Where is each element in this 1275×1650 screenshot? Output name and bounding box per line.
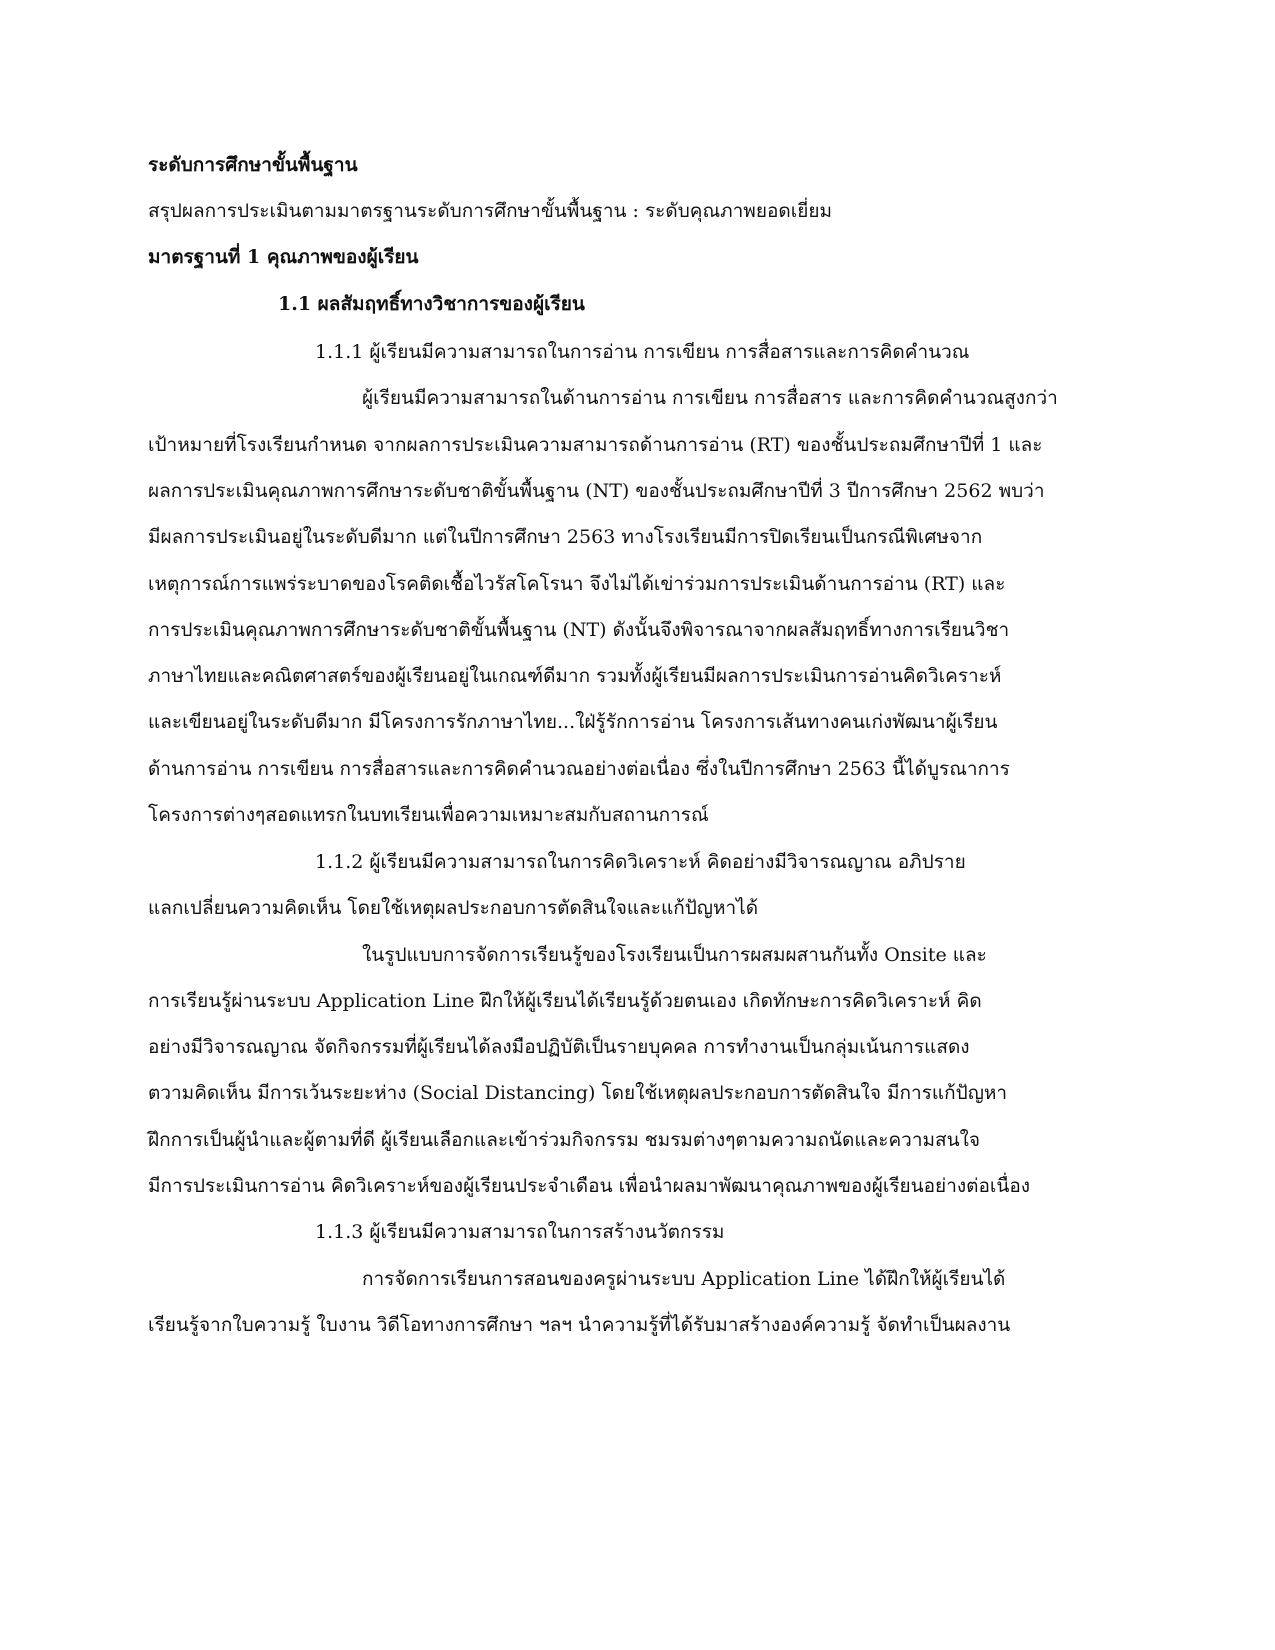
paragraph-line: อย่างมีวิจารณญาณ จัดกิจกรรมที่ผู้เรียนได้ลงมือปฏิบัติเป็นรายบุคคล การทำงานเป็นกลุ่มเน้นการแสดง [148, 1036, 970, 1058]
paragraph-line: โครงการต่างๆสอดแทรกในบทเรียนเพื่อความเหมาะสมกับสถานการณ์ [148, 804, 709, 826]
paragraph-line: เหตุการณ์การแพร่ระบาดของโรคติดเชื้อไวรัสโคโรนา จึงไม่ได้เข่าร่วมการประเมินด้านการอ่าน (RT) และ [148, 573, 1006, 595]
item-heading-1-1-2-cont: แลกเปลี่ยนความคิดเห็น โดยใช้เหตุผลประกอบการตัดสินใจและแก้ปัญหาได้ [148, 897, 759, 919]
paragraph-line: มีการประเมินการอ่าน คิดวิเคราะห์ของผู้เรียนประจำเดือน เพื่อนำผลมาพัฒนาคุณภาพของผู้เรียนอย่างต่อเนื่อง [148, 1175, 1031, 1197]
paragraph-line: ภาษาไทยและคณิตศาสตร์ของผู้เรียนอยู่ในเกณฑ์ดีมาก รวมทั้งผู้เรียนมีผลการประเมินการอ่านคิดวิเคราะห์ [148, 665, 1002, 687]
paragraph-line: เรียนรู้จากใบความรู้ ใบงาน วิดีโอทางการศึกษา ฯลฯ นำความรู้ที่ได้รับมาสร้างองค์ความรู้ จัดทำเป็นผลงาน [148, 1314, 1011, 1336]
item-heading-1-1-3: 1.1.3 ผู้เรียนมีความสามารถในการสร้างนวัตกรรม [315, 1221, 725, 1243]
item-heading-1-1-1: 1.1.1 ผู้เรียนมีความสามารถในการอ่าน การเขียน การสื่อสารและการคิดคำนวณ [315, 341, 970, 363]
assessment-summary: สรุปผลการประเมินตามมาตรฐานระดับการศึกษาขั้นพื้นฐาน : ระดับคุณภาพยอดเยี่ยม [148, 200, 832, 222]
paragraph-line: และเขียนอยู่ในระดับดีมาก มีโครงการรักภาษาไทย...ใฝ่รู้รักการอ่าน โครงการเส้นทางคนเก่งพัฒนาผู้เรียน [148, 711, 998, 733]
paragraph-line: เป้าหมายที่โรงเรียนกำหนด จากผลการประเมินความสามารถด้านการอ่าน (RT) ของชั้นประถมศึกษาปีที่ 1 และ [148, 434, 1043, 456]
paragraph-line: การจัดการเรียนการสอนของครูผ่านระบบ Application Line ได้ฝึกให้ผู้เรียนได้ [362, 1268, 1006, 1290]
paragraph-line: การประเมินคุณภาพการศึกษาระดับชาติขั้นพื้นฐาน (NT) ดังนั้นจึงพิจารณาจากผลสัมฤทธิ์ทางการเรียนวิชา [148, 619, 1010, 641]
paragraph-line: มีผลการประเมินอยู่ในระดับดีมาก แต่ในปีการศึกษา 2563 ทางโรงเรียนมีการปิดเรียนเป็นกรณีพิเศษจาก [148, 526, 983, 548]
item-heading-1-1-2: 1.1.2 ผู้เรียนมีความสามารถในการคิดวิเคราะห์ คิดอย่างมีวิจารณญาณ อภิปราย [315, 851, 966, 873]
level-heading: ระดับการศึกษาขั้นพื้นฐาน [148, 154, 358, 176]
standard-title: มาตรฐานที่ 1 คุณภาพของผู้เรียน [148, 246, 419, 268]
paragraph-line: ผลการประเมินคุณภาพการศึกษาระดับชาติขั้นพื้นฐาน (NT) ของชั้นประถมศึกษาปีที่ 3 ปีการศึกษา 2562 พบว่า [148, 480, 1045, 502]
section-heading-1-1: 1.1 ผลสัมฤทธิ์ทางวิชาการของผู้เรียน [278, 293, 585, 315]
paragraph-line: ผู้เรียนมีความสามารถในด้านการอ่าน การเขียน การสื่อสาร และการคิดคำนวณสูงกว่า [362, 387, 1058, 409]
paragraph-line: ฝึกการเป็นผู้นำและผู้ตามที่ดี ผู้เรียนเลือกและเข้าร่วมกิจกรรม ชมรมต่างๆตามความถนัดและความสนใจ [148, 1129, 981, 1151]
paragraph-line: ในรูปแบบการจัดการเรียนรู้ของโรงเรียนเป็นการผสมผสานกันทั้ง Onsite และ [362, 944, 987, 966]
paragraph-line: ตวามคิดเห็น มีการเว้นระยะห่าง (Social Distancing) โดยใช้เหตุผลประกอบการตัดสินใจ มีการแก้ปัญหา [148, 1082, 1008, 1104]
paragraph-line: ด้านการอ่าน การเขียน การสื่อสารและการคิดคำนวณอย่างต่อเนื่อง ซึ่งในปีการศึกษา 2563 นี้ได้บูรณาการ [148, 758, 1010, 780]
paragraph-line: การเรียนรู้ผ่านระบบ Application Line ฝึกให้ผู้เรียนได้เรียนรู้ด้วยตนเอง เกิดทักษะการคิดวิเคราะห์ คิด [148, 990, 982, 1012]
